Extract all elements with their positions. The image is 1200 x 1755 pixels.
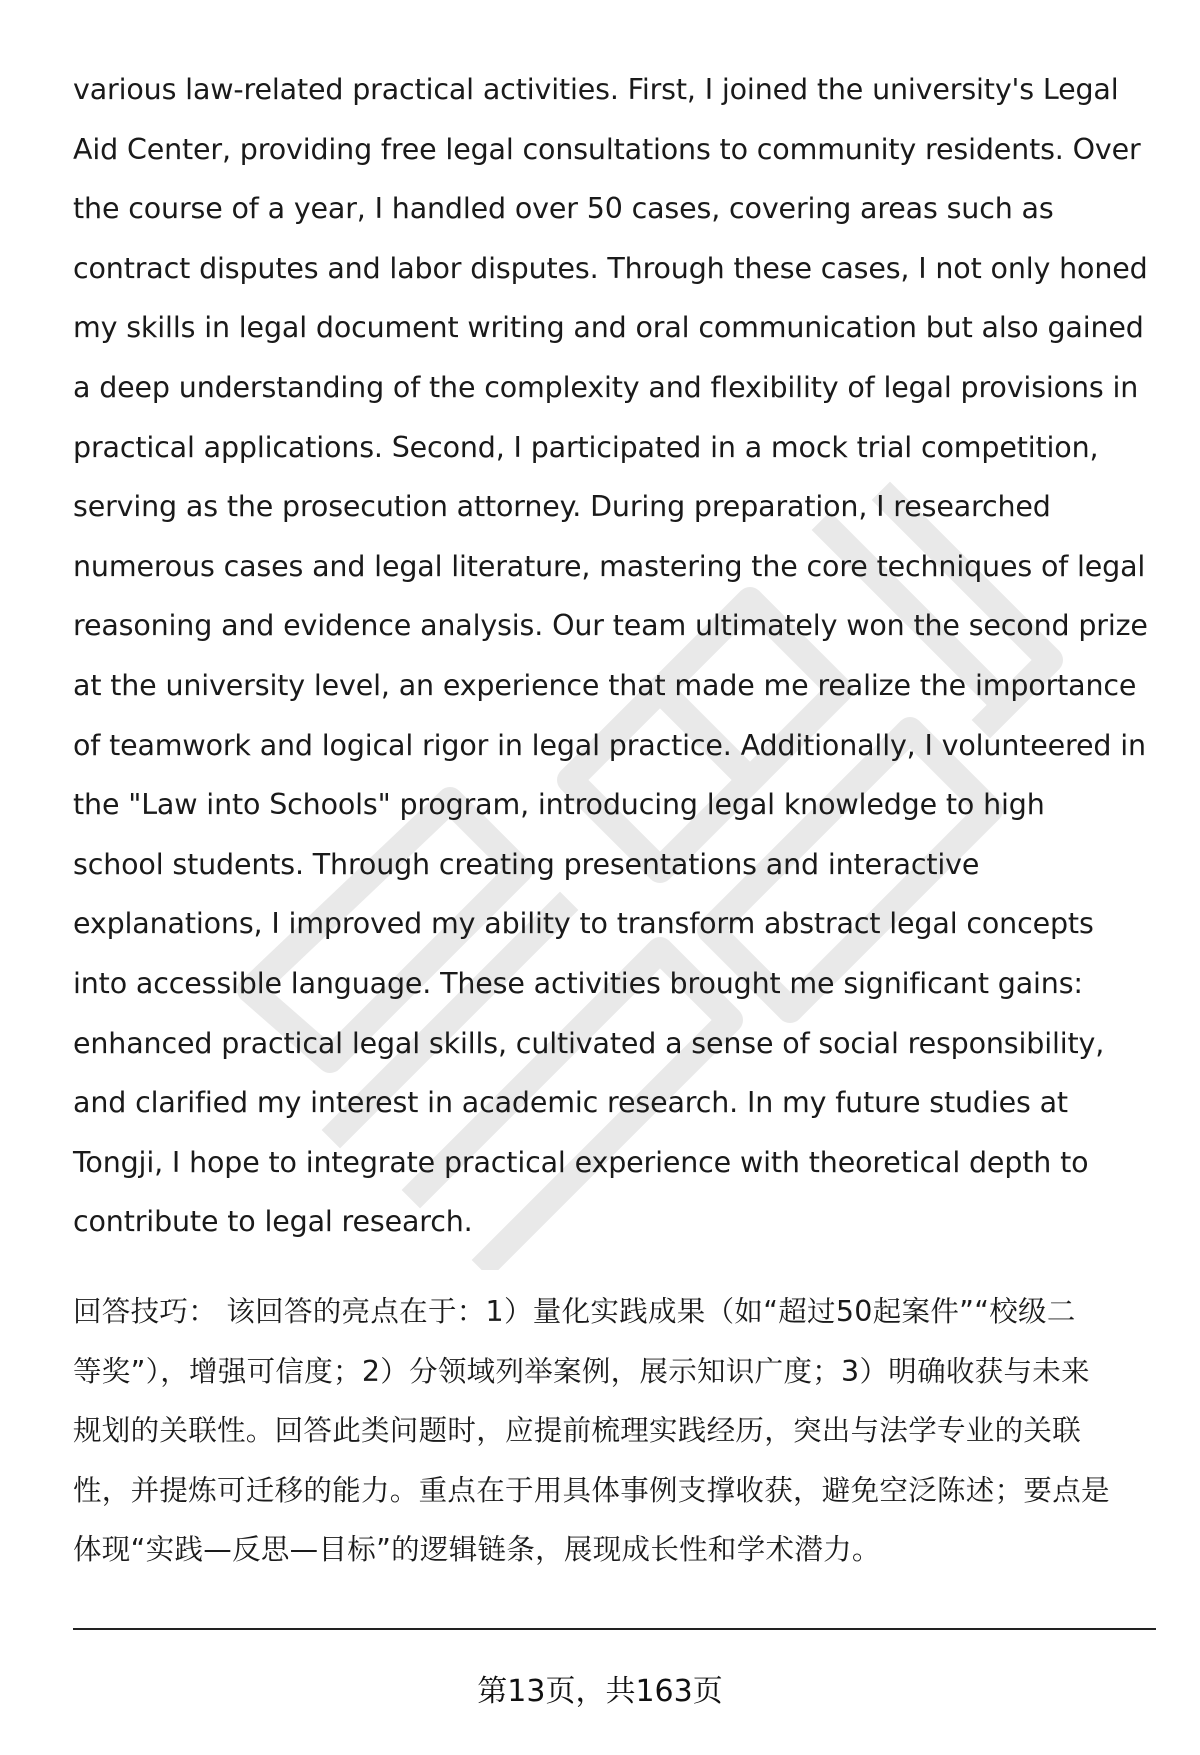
body-line: a deep understanding of the complexity and flexibility of legal provisions in: [73, 370, 1139, 404]
tips-line: 回答技巧： 该回答的亮点在于：1）量化实践成果（如“超过50起案件”“校级二: [73, 1295, 1076, 1328]
tips-line: 规划的关联性。回答此类问题时，应提前梳理实践经历，突出与法学专业的关联: [73, 1414, 1082, 1447]
body-line: my skills in legal document writing and oral communication but also gained: [73, 311, 1144, 345]
body-line: Tongji, I hope to integrate practical experience with theoretical depth to: [73, 1145, 1089, 1179]
body-line: practical applications. Second, I participated in a mock trial competition,: [73, 430, 1099, 464]
page-number: 第13页，共163页: [477, 1674, 723, 1709]
body-line: serving as the prosecution attorney. During preparation, I researched: [73, 490, 1051, 524]
body-line: explanations, I improved my ability to transform abstract legal concepts: [73, 907, 1094, 941]
body-line: the "Law into Schools" program, introducing legal knowledge to high: [73, 788, 1045, 822]
body-line: various law-related practical activities. First, I joined the university's Legal: [73, 73, 1119, 106]
body-line: contract disputes and labor disputes. Through these cases, I not only honed: [73, 251, 1148, 285]
body-line: school students. Through creating presentations and interactive: [73, 847, 980, 881]
footer-divider: [73, 1628, 1156, 1630]
tips-line: 体现“实践—反思—目标”的逻辑链条，展现成长性和学术潜力。: [73, 1533, 881, 1566]
body-line: at the university level, an experience that made me realize the importance: [73, 668, 1137, 702]
answer-body: [73, 60, 1163, 1252]
tips-line: 等奖”），增强可信度；2）分领域列举案例，展示知识广度；3）明确收获与未来: [73, 1354, 1090, 1388]
body-line: into accessible language. These activities brought me significant gains:: [73, 966, 1083, 1000]
body-line: the course of a year, I handled over 50 cases, covering areas such as: [73, 192, 1054, 226]
body-line: reasoning and evidence analysis. Our team ultimately won the second prize: [73, 609, 1148, 643]
body-line: and clarified my interest in academic research. In my future studies at: [73, 1086, 1068, 1120]
tips-line: 性，并提炼可迁移的能力。重点在于用具体事例支撑收获，避免空泛陈述；要点是: [73, 1473, 1110, 1507]
body-line: numerous cases and legal literature, mastering the core techniques of legal: [73, 549, 1146, 583]
body-line: enhanced practical legal skills, cultivated a sense of social responsibility,: [73, 1026, 1105, 1060]
answer-tips: [73, 1282, 1163, 1580]
body-line: of teamwork and logical rigor in legal practice. Additionally, I volunteered in: [73, 728, 1146, 762]
body-line: Aid Center, providing free legal consultations to community residents. Over: [73, 132, 1141, 166]
body-line: contribute to legal research.: [73, 1205, 473, 1239]
